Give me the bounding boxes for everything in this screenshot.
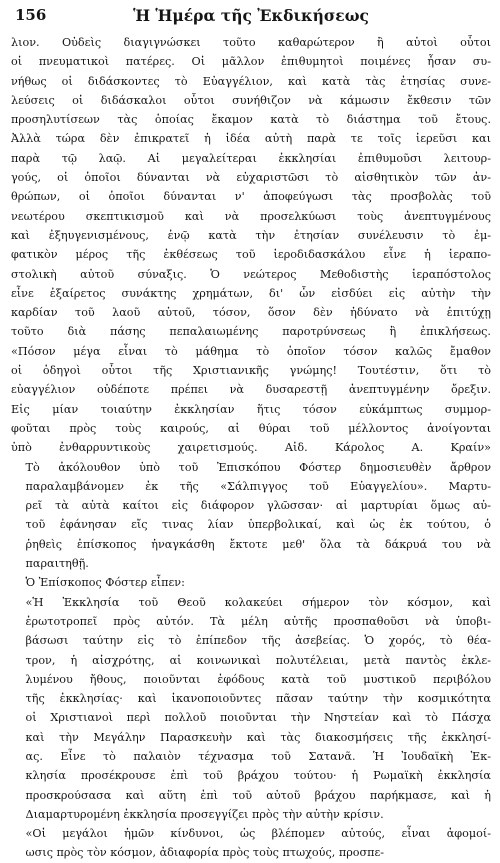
text-line: τῆς ἐκκλησίας· καὶ ἱκανοποιοῦντες πᾶσαν ταύτην τὴν κοσμικότητα xyxy=(25,692,491,706)
text-line: θρώπων, οἱ ὁποῖοι δύνανται ν' ἀποφεύγωσι τὰς προσβολὰς τοῦ xyxy=(11,190,491,204)
text-line: βάσωσι ταύτην εἰς τὸ ἐπίπεδον τῆς ἀσεβείας. Ὁ χορός, τὸ θέα- xyxy=(25,634,491,648)
text-line: οἱ πνευματικοὶ πατέρες. Οἱ μᾶλλον ἐπιθυμητοὶ ποιμένες ἦσαν συ- xyxy=(11,55,491,69)
text-line: Εἰς μίαν τοιαύτην ἐκκλησίαν ἥτις τόσον εὐκάμπτως συμμορ- xyxy=(11,402,491,416)
text-line: παραιτηθῇ. xyxy=(25,557,89,571)
text-line: «Οἱ μεγάλοι ἡμῶν κίνδυνοι, ὡς βλέπομεν αὐτούς, εἶναι ἀφομοί- xyxy=(25,827,491,841)
text-line: προσηλυτίσεων τὰς ὁποίας ἔκαμον κατὰ τὸ διάστημα τοῦ ἔτους. xyxy=(11,113,491,127)
text-line: οἱ ὁδηγοὶ οὗτοι τῆς Χριστιανικῆς γνώμης! Τουτέστιν, ὅτι τὸ xyxy=(11,364,491,378)
text-line: «Ἡ Ἐκκλησία τοῦ Θεοῦ κολακεύει σήμερον τὸν κόσμον, καὶ xyxy=(25,595,491,609)
paragraph xyxy=(11,458,491,574)
text-line: ῥηθεὶς ἐπίσκοπος ἠναγκάσθη ἔκτοτε μεθ' ὅλα τὰ δάκρυά του νὰ xyxy=(25,537,491,551)
body-text xyxy=(11,33,491,863)
text-line: λιον. Οὐδεὶς διαγιγνώσκει τοῦτο καθαρώτερον ἢ αὐτοὶ οὗτοι xyxy=(11,36,491,49)
page-number: 156 xyxy=(15,6,47,24)
text-line: καρδίαν τοῦ λαοῦ αὐτοῦ, τόσον, ὅσον δὲν ἠδύνατο νὰ ἐπιτύχῃ xyxy=(11,306,491,320)
paragraph xyxy=(11,573,491,592)
text-line: καὶ ἐξηυγενισμένους, ἐνῷ κατὰ τὴν ἐτησίαν συνέλευσιν τὸ ἐμ- xyxy=(11,228,491,242)
text-line: Ὁ Ἐπίσκοπος Φόστερ εἶπεν: xyxy=(25,576,185,590)
text-line: προσκρούσασα καὶ αὕτη ἐπὶ τοῦ αὐτοῦ βράχου παρήκμασε, καὶ ἡ xyxy=(25,788,491,802)
text-line: νεωτέρου σκεπτικισμοῦ καὶ νὰ προσελκύωσι τοὺς ἀνεπτυγμένους xyxy=(11,209,491,223)
paragraph xyxy=(11,33,491,458)
text-line: παρὰ τῷ λαῷ. Αἱ μεγαλείτεραι ἐκκλησίαι ἐπιθυμοῦσι λειτουρ- xyxy=(11,151,491,165)
text-line: φοῦται πρὸς τοὺς καιρούς, αἱ θύραι τοῦ μέλλοντος ἀνοίγονται xyxy=(11,421,491,435)
text-line: γούς, οἱ ὁποῖοι δύνανται νὰ εὐχαριστῶσι τὸ αἰσθητικὸν τῶν ἀν- xyxy=(11,171,491,185)
text-line: τρον, ἡ αἰσχρότης, αἱ κοινωνικαὶ πολυτέλειαι, μετὰ παντὸς ἐκλε- xyxy=(25,653,491,667)
text-line: ας. Εἶνε τὸ παλαιὸν τέχνασμα τοῦ Σατανᾶ. Ἡ Ἰουδαϊκὴ Ἐκ- xyxy=(25,749,491,763)
text-line: «Πόσον μέγα εἶναι τὸ μάθημα τὸ ὁποῖον τόσον καλῶς ἔμαθον xyxy=(11,344,491,358)
text-line: καὶ τὴν Μεγάλην Παρασκευὴν καὶ τὰς διακοσμήσεις τῆς ἐκκλησί- xyxy=(25,730,491,744)
text-line: κλησία προσέκρουσε ἐπὶ τοῦ βράχου τούτου· ἡ Ρωμαϊκὴ ἐκκλησία xyxy=(25,769,491,783)
text-line: παραλαμβάνομεν ἐκ τῆς «Σάλπιγγος τοῦ Εὐαγγελίου». Μαρτυ- xyxy=(25,479,491,493)
text-line: τοῦ ἐφάνησαν εἴς τινας λίαν ὑπερβολικαί, καὶ ὡς ἐκ τούτου, ὁ xyxy=(25,518,491,532)
text-line: Ἀλλὰ τώρα δὲν ἐπικρατεῖ ἡ ἰδέα αὐτὴ παρὰ τε τοῖς ἱερεῦσι και xyxy=(11,132,491,146)
text-line: ωσις πρὸς τὸν κόσμον, ἀδιαφορία πρὸς τοὺς πτωχούς, προσπε- xyxy=(25,846,385,860)
paragraph xyxy=(11,593,491,825)
text-line: φατικὸν μέρος τῆς ἐκθέσεως τοῦ ἱεροδιδασκάλου εἶνε ἡ ἱεραπο- xyxy=(11,248,491,262)
text-line: ρεῖ τὰ αὐτὰ καίτοι εἰς διάφορον γλῶσσαν· αἱ μαρτυρίαι ὅμως αὐ- xyxy=(25,499,491,513)
text-line: Διαμαρτυρομένη ἐκκλησία προσεγγίζει πρὸς τὴν αὐτὴν κρίσιν. xyxy=(25,807,384,821)
text-line: λυμένου ἤθους, ποιοῦνται ἐφόδους κατὰ τοῦ μυστικοῦ περιβόλου xyxy=(25,672,491,686)
running-title: Ἡ Ἡμέρα τῆς Ἐκδικήσεως xyxy=(133,6,369,25)
text-line: στολικὴ αὐτοῦ σύναξις. Ὁ νεώτερος Μεθοδιστὴς ἱεραπόστολος xyxy=(11,267,491,281)
text-line: ὑπὸ ἐνθαρρυντικοὺς χαιρετισμούς. Αἰδ. Κάρολος Α. Κραίν» xyxy=(11,441,491,455)
text-line: τοῦτο διὰ πάσης πεπαλαιωμένης παροτρύνσεως ἢ ἐπικλήσεως. xyxy=(11,325,491,339)
text-line: εὐαγγέλιον οὐδέποτε πρέπει νὰ δυσαρεστῇ ἀνεπτυγμένην ὄρεξιν. xyxy=(11,383,491,397)
text-line: εἶνε ἐξαίρετος συνάκτης χρημάτων, δι' ὧν εἰσδύει εἰς αὐτὴν τὴν xyxy=(11,286,491,300)
text-line: Τὸ ἀκόλουθον ὑπὸ τοῦ Ἐπισκόπου Φόστερ δημοσιευθὲν ἄρθρον xyxy=(25,460,491,474)
text-line: οἱ Χριστιανοὶ περὶ πολλοῦ ποιοῦνται τὴν Νηστείαν καὶ τὸ Πάσχα xyxy=(25,711,491,725)
page-header xyxy=(11,6,491,33)
text-line: νήθως οἱ διδάσκοντες τὸ Εὐαγγέλιον, καὶ κατὰ τὰς ἐτησίας συνε- xyxy=(11,74,491,88)
paragraph xyxy=(11,824,491,863)
text-line: ἐρωτοτροπεῖ πρὸς αὐτόν. Τὰ μέλη αὐτῆς προσπαθοῦσι νὰ ὑποβι- xyxy=(25,614,491,628)
text-line: λεύσεις οἱ διδάσκαλοι οὗτοι συνήθιζον νὰ κάμωσιν ἔκθεσιν τῶν xyxy=(11,93,491,107)
